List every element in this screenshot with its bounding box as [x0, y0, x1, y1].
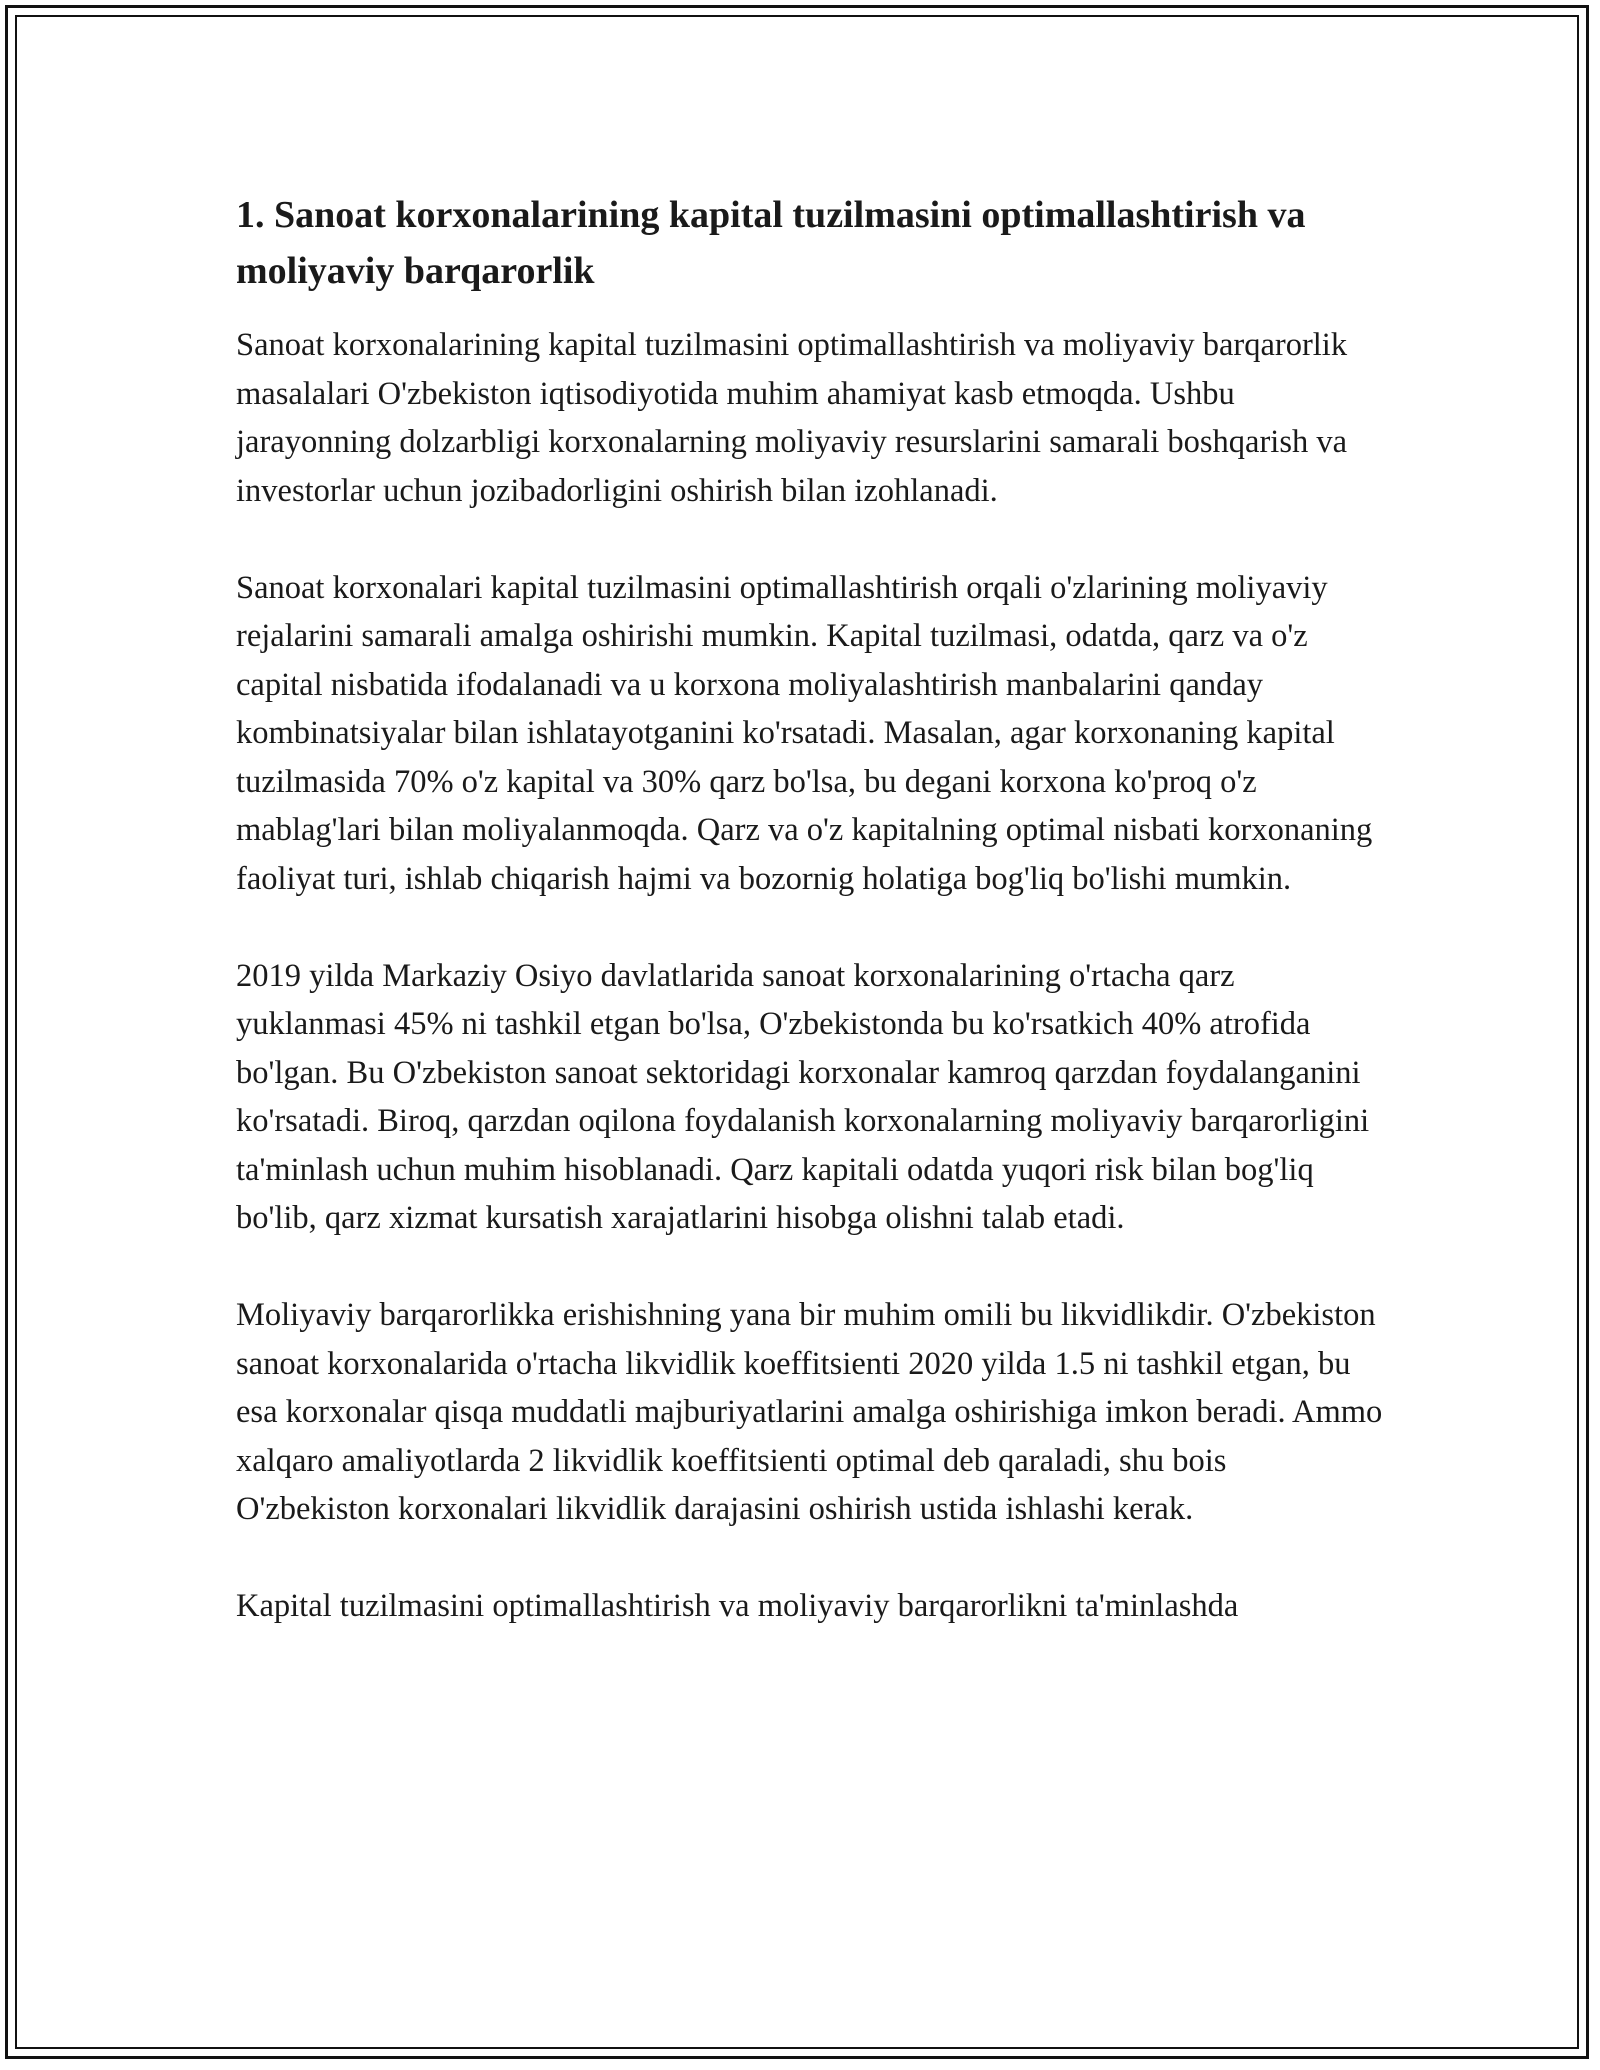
section-heading: 1. Sanoat korxonalarining kapital tuzilmasini optimallashtirish va moliyaviy barqarorlik — [236, 194, 1306, 292]
paragraph-5: Kapital tuzilmasini optimallashtirish va moliyaviy barqarorlikni ta'minlashda — [236, 1588, 1239, 1624]
paragraph-3: 2019 yilda Markaziy Osiyo davlatlarida sanoat korxonalarining o'rtacha qarz yuklanmasi 45% ni tashkil etgan bo'lsa, O'zbekistonda bu ko'rsatkich 40% atrofida bo'lgan. Bu O'zbekiston sanoat sektoridagi korxonalar kamroq qarzdan foydalanganini ko'rsatadi. Biroq, qarzdan oqilona foydalanish korxonalarning moliyaviy barqarorligini ta'minlash uchun muhim hisoblanadi. Qarz kapitali odatda yuqori risk bilan bog'liq bo'lib, qarz xizmat kursatish xarajatlarini hisobga olishni talab etadi. — [236, 957, 1370, 1236]
paragraph-4: Moliyaviy barqarorlikka erishishning yana bir muhim omili bu likvidlikdir. O'zbekiston sanoat korxonalarida o'rtacha likvidlik koeffitsienti 2020 yilda 1.5 ni tashkil etgan, bu esa korxonalar qisqa muddatli majburiyatlarini amalga oshirishiga imkon beradi. Ammo xalqaro amaliyotlarda 2 likvidlik koeffitsienti optimal deb qaraladi, shu bois O'zbekiston korxonalari likvidlik darajasini oshirish ustida ishlashi kerak. — [236, 1297, 1383, 1527]
document-body — [236, 187, 1386, 1631]
paragraph-1: Sanoat korxonalarining kapital tuzilmasini optimallashtirish va moliyaviy barqarorlik masalalari O'zbekiston iqtisodiyotida muhim ahamiyat kasb etmoqda. Ushbu jarayonning dolzarbligi korxonalarning moliyaviy resurslarini samarali boshqarish va investorlar uchun jozibadorligini oshirish bilan izohlanadi. — [236, 327, 1348, 509]
paragraph-2: Sanoat korxonalari kapital tuzilmasini optimallashtirish orqali o'zlarining moliyaviy rejalarini samarali amalga oshirishi mumkin. Kapital tuzilmasi, odatda, qarz va o'z capital nisbatida ifodalanadi va u korxona moliyalashtirish manbalarini qanday kombinatsiyalar bilan ishlatayotganini ko'rsatadi. Masalan, agar korxonaning kapital tuzilmasida 70% o'z kapital va 30% qarz bo'lsa, bu degani korxona ko'proq o'z mablag'lari bilan moliyalanmoqda. Qarz va o'z kapitalning optimal nisbati korxonaning faoliyat turi, ishlab chiqarish hajmi va bozornig holatiga bog'liq bo'lishi mumkin. — [236, 569, 1373, 897]
